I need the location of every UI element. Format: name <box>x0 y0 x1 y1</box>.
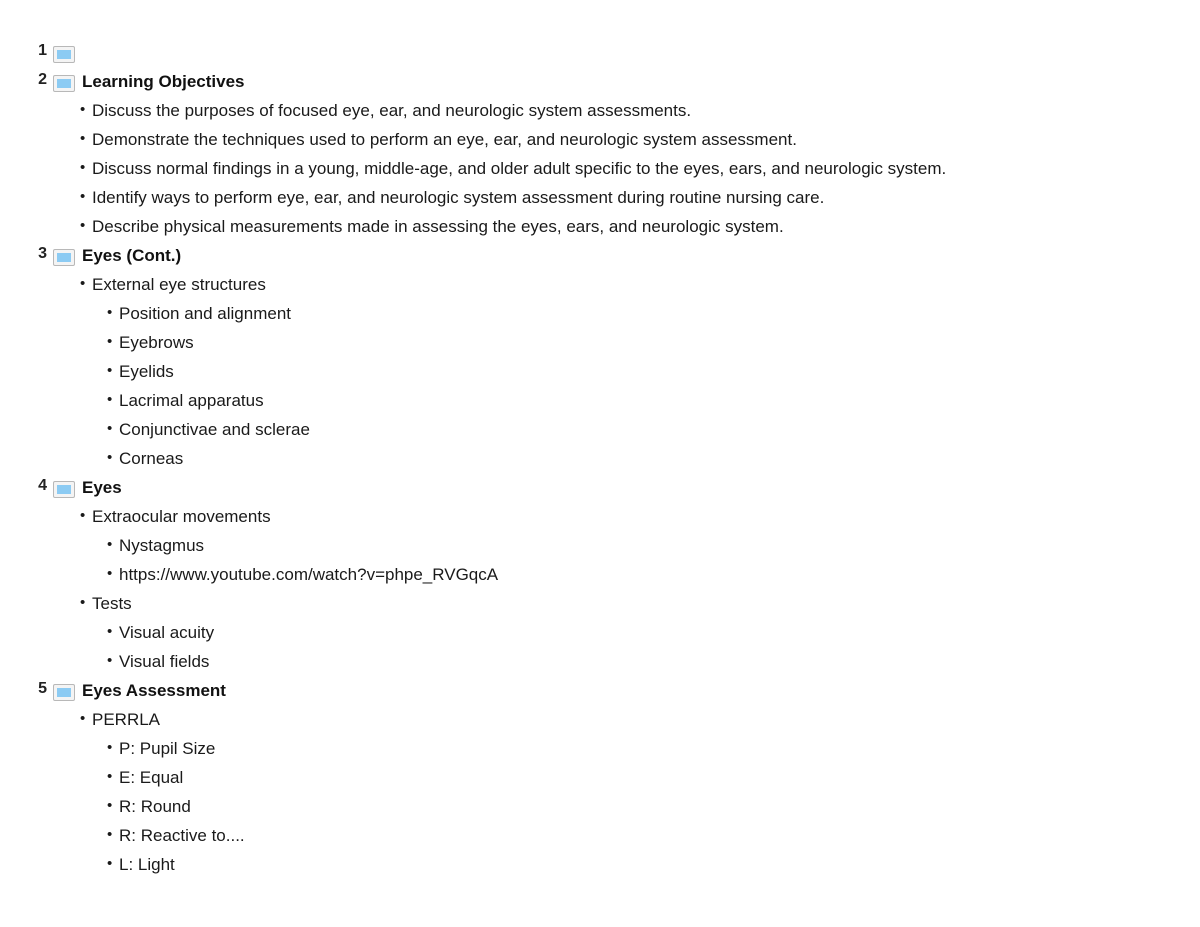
bullet-dot-icon: • <box>80 188 86 205</box>
bullet-level-2[interactable] <box>0 562 1200 591</box>
bullet-dot-icon: • <box>107 391 113 408</box>
bullet-dot-icon: • <box>107 536 113 553</box>
bullet-level-2[interactable] <box>0 330 1200 359</box>
bullet-level-2[interactable] <box>0 417 1200 446</box>
bullet-level-1[interactable] <box>0 127 1200 156</box>
slide-thumbnail-icon[interactable] <box>53 481 75 498</box>
outline-slide-4[interactable] <box>0 475 1200 678</box>
bullet-text[interactable]: External eye structures <box>92 275 266 294</box>
slide-thumbnail-icon[interactable] <box>53 684 75 701</box>
bullet-text[interactable]: Tests <box>92 594 132 613</box>
bullet-dot-icon: • <box>80 710 86 727</box>
bullet-level-1[interactable] <box>0 185 1200 214</box>
slide-number: 1 <box>38 42 47 59</box>
bullet-level-1[interactable] <box>0 272 1200 301</box>
bullet-text[interactable]: Visual acuity <box>119 623 215 642</box>
slide-thumbnail-icon[interactable] <box>53 46 75 63</box>
bullet-text[interactable]: https://www.youtube.com/watch?v=phpe_RVGqcA <box>119 565 499 584</box>
slide-header[interactable] <box>0 243 1200 272</box>
slide-thumbnail-icon[interactable] <box>53 249 75 266</box>
bullet-dot-icon: • <box>107 304 113 321</box>
bullet-text[interactable]: Discuss normal findings in a young, middle-age, and older adult specific to the eyes, ears, and neurologic system. <box>92 159 947 178</box>
bullet-text[interactable]: Nystagmus <box>119 536 205 555</box>
bullet-text[interactable]: Eyebrows <box>119 333 194 352</box>
bullet-text[interactable]: R: Reactive to.... <box>119 826 245 845</box>
slide-title[interactable]: Eyes (Cont.) <box>82 246 182 265</box>
bullet-dot-icon: • <box>107 623 113 640</box>
bullet-text[interactable]: Position and alignment <box>119 304 292 323</box>
bullet-dot-icon: • <box>107 333 113 350</box>
bullet-text[interactable]: Visual fields <box>119 652 210 671</box>
slide-header[interactable] <box>0 475 1200 504</box>
outline-view <box>0 40 1200 881</box>
bullet-text[interactable]: E: Equal <box>119 768 184 787</box>
bullet-level-2[interactable] <box>0 765 1200 794</box>
bullet-level-2[interactable] <box>0 359 1200 388</box>
bullet-dot-icon: • <box>80 507 86 524</box>
bullet-dot-icon: • <box>80 275 86 292</box>
outline-slide-5[interactable] <box>0 678 1200 881</box>
bullet-level-2[interactable] <box>0 533 1200 562</box>
bullet-dot-icon: • <box>80 101 86 118</box>
slide-thumbnail-icon[interactable] <box>53 75 75 92</box>
bullet-level-1[interactable] <box>0 214 1200 243</box>
bullet-level-1[interactable] <box>0 504 1200 533</box>
slide-title[interactable]: Eyes Assessment <box>82 681 226 700</box>
bullet-text[interactable]: R: Round <box>119 797 191 816</box>
bullet-dot-icon: • <box>107 739 113 756</box>
slide-title[interactable]: Learning Objectives <box>82 72 245 91</box>
slide-number: 2 <box>38 71 47 88</box>
bullet-text[interactable]: Eyelids <box>119 362 174 381</box>
slide-number: 3 <box>38 245 47 262</box>
bullet-text[interactable]: PERRLA <box>92 710 161 729</box>
slide-number: 4 <box>38 477 47 494</box>
slide-header[interactable] <box>0 678 1200 707</box>
bullet-dot-icon: • <box>107 768 113 785</box>
outline-slide-1[interactable] <box>0 40 1200 69</box>
bullet-text[interactable]: Corneas <box>119 449 184 468</box>
bullet-text[interactable]: L: Light <box>119 855 175 874</box>
bullet-level-2[interactable] <box>0 736 1200 765</box>
bullet-dot-icon: • <box>80 594 86 611</box>
slide-number: 5 <box>38 680 47 697</box>
bullet-dot-icon: • <box>107 797 113 814</box>
bullet-level-2[interactable] <box>0 301 1200 330</box>
bullet-dot-icon: • <box>107 362 113 379</box>
bullet-text[interactable]: Demonstrate the techniques used to perform an eye, ear, and neurologic system assessment. <box>92 130 797 149</box>
bullet-dot-icon: • <box>107 652 113 669</box>
bullet-level-2[interactable] <box>0 388 1200 417</box>
bullet-text[interactable]: Identify ways to perform eye, ear, and neurologic system assessment during routine nursing care. <box>92 188 825 207</box>
bullet-level-2[interactable] <box>0 649 1200 678</box>
bullet-dot-icon: • <box>107 420 113 437</box>
bullet-dot-icon: • <box>107 855 113 872</box>
bullet-level-2[interactable] <box>0 852 1200 881</box>
bullet-level-2[interactable] <box>0 446 1200 475</box>
slide-title[interactable]: Eyes <box>82 478 122 497</box>
bullet-level-1[interactable] <box>0 156 1200 185</box>
bullet-level-2[interactable] <box>0 794 1200 823</box>
bullet-dot-icon: • <box>107 565 113 582</box>
outline-slide-3[interactable] <box>0 243 1200 475</box>
bullet-text[interactable]: Conjunctivae and sclerae <box>119 420 310 439</box>
slide-header[interactable] <box>0 69 1200 98</box>
bullet-text[interactable]: P: Pupil Size <box>119 739 216 758</box>
bullet-level-2[interactable] <box>0 620 1200 649</box>
bullet-text[interactable]: Describe physical measurements made in assessing the eyes, ears, and neurologic system. <box>92 217 784 236</box>
bullet-level-2[interactable] <box>0 823 1200 852</box>
bullet-dot-icon: • <box>107 826 113 843</box>
bullet-level-1[interactable] <box>0 707 1200 736</box>
bullet-text[interactable]: Extraocular movements <box>92 507 271 526</box>
bullet-level-1[interactable] <box>0 98 1200 127</box>
bullet-dot-icon: • <box>80 159 86 176</box>
bullet-text[interactable]: Discuss the purposes of focused eye, ear, and neurologic system assessments. <box>92 101 692 120</box>
bullet-dot-icon: • <box>107 449 113 466</box>
bullet-dot-icon: • <box>80 130 86 147</box>
bullet-text[interactable]: Lacrimal apparatus <box>119 391 264 410</box>
bullet-dot-icon: • <box>80 217 86 234</box>
outline-slide-2[interactable] <box>0 69 1200 243</box>
bullet-level-1[interactable] <box>0 591 1200 620</box>
slide-header[interactable] <box>0 40 1200 69</box>
